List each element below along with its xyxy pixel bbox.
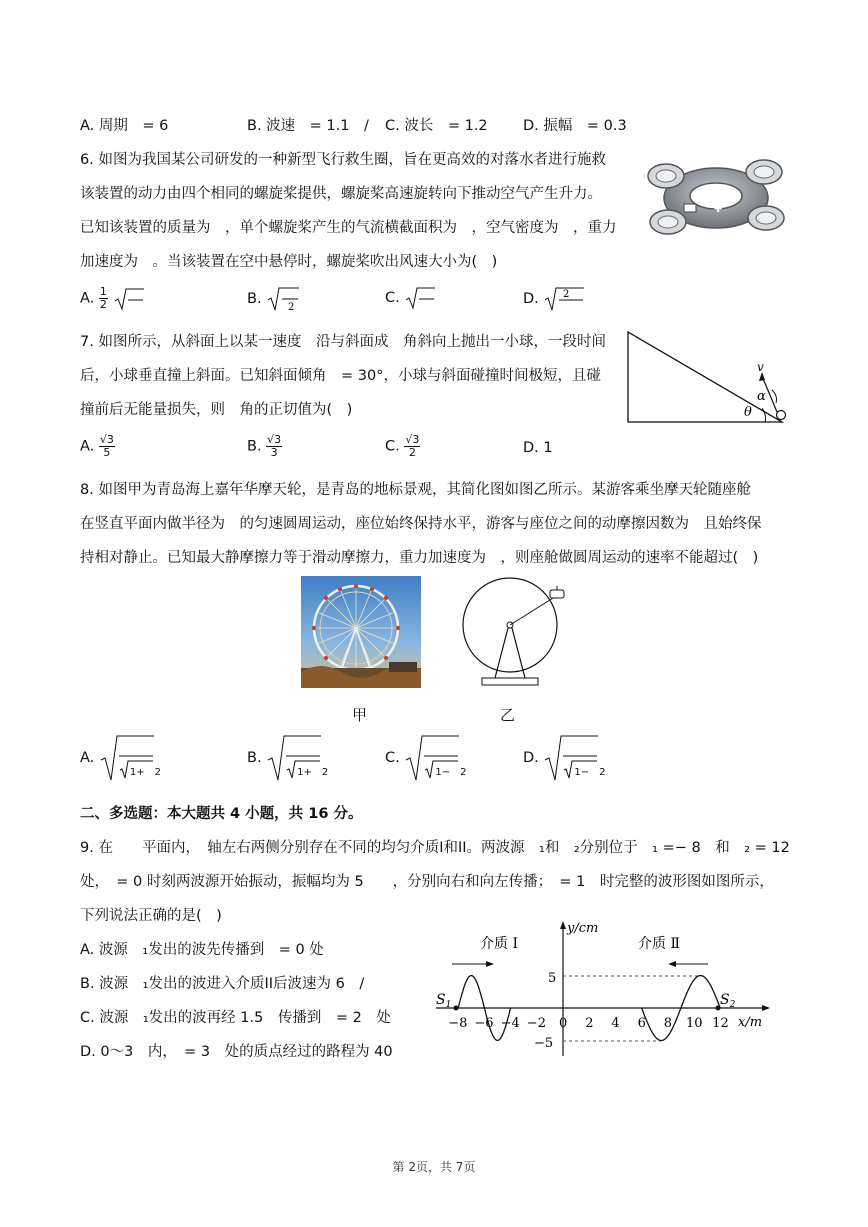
q6-text-line4: 加速度为 。当该装置在空中悬停时，螺旋桨吹出风速大小为( ) — [80, 254, 498, 270]
q6-option-c: C. — [385, 286, 436, 310]
q8-option-d: D. 1− 2 — [523, 734, 599, 782]
x-tick-label: −8 — [448, 1016, 468, 1031]
svg-text:2: 2 — [563, 289, 570, 300]
wave-graph — [428, 916, 778, 1060]
q9-option-c: C. 波源 ₁发出的波再经 1.5 传播到 = 2 处 — [80, 1010, 391, 1026]
x-tick-label: 2 — [585, 1016, 594, 1031]
alpha-label: α — [757, 389, 766, 404]
ferris-wheel-diagram — [455, 576, 570, 688]
q6-option-a: A. $\frac{1}{2}$ — [80, 286, 145, 311]
velocity-label: v — [757, 360, 764, 374]
x-tick-label: 10 — [686, 1016, 703, 1031]
q6-text-line3: 已知该装置的质量为 ，单个螺旋桨产生的气流横截面积为 ，空气密度为 ，重力 — [80, 220, 617, 236]
q5-option-d: D. 振幅 = 0.3 — [523, 118, 627, 134]
q7-option-c: C. $\frac{√3}{2}$ — [385, 433, 420, 459]
q6-text-line1: 6. 如图为我国某公司研发的一种新型飞行救生圈，旨在更高效的对落水者进行施救 — [80, 152, 606, 168]
q7-option-b: B. $\frac{√3}{3}$ — [247, 433, 282, 459]
q6-text-line2: 该装置的动力由四个相同的螺旋桨提供，螺旋桨高速旋转向下推动空气产生升力。 — [80, 186, 602, 202]
y-axis-label: y/cm — [567, 921, 599, 936]
x-tick-label: 0 — [559, 1016, 568, 1031]
q8-text-line1: 8. 如图甲为青岛海上嘉年华摩天轮，是青岛的地标景观，其简化图如图乙所示。某游客乘坐摩天轮随座舱 — [80, 482, 751, 498]
q6-option-b: B. 2 — [247, 286, 300, 312]
q7-option-a: A. $\frac{√3}{5}$ — [80, 433, 114, 459]
svg-text:2: 2 — [288, 302, 295, 312]
q9-text-line3: 下列说法正确的是( ) — [80, 908, 222, 924]
q5-option-b: B. 波速 = 1.1 / — [247, 118, 369, 134]
sqrt-sign — [113, 287, 145, 311]
q8-text-line3: 持相对静止。已知最大静摩擦力等于滑动摩擦力，重力加速度为 ，则座舱做圆周运动的速率不能超过( ) — [80, 550, 759, 566]
q9-text-line1: 9. 在 平面内， 轴左右两侧分别存在不同的均匀介质I和II。两波源 ₁和 ₂分别位于 ₁ =− 8 和 ₂ = 12 — [80, 840, 790, 856]
medium-1-label: 介质 I — [480, 936, 518, 952]
page-footer: 第 2页，共 7页 — [392, 1160, 476, 1174]
q9-option-d: D. 0～3 内， = 3 处的质点经过的路程为 40 — [80, 1044, 393, 1060]
x-tick-label: −4 — [500, 1016, 520, 1031]
section-heading: 二、多选题：本大题共 4 小题，共 16 分。 — [80, 806, 363, 822]
q5-option-c: C. 波长 = 1.2 — [385, 118, 488, 134]
q8-option-c: C. 1− 2 — [385, 734, 460, 782]
q9-option-b: B. 波源 ₁发出的波进入介质II后波速为 6 / — [80, 976, 365, 992]
y-tick-neg: −5 — [534, 1036, 554, 1051]
q8-option-b: B. 1+ 2 — [247, 734, 322, 782]
figure-caption-yi: 乙 — [500, 706, 516, 724]
x-tick-label: −6 — [474, 1016, 494, 1031]
x-tick-label: 4 — [611, 1016, 620, 1031]
source-s1-label: $S_1$ — [436, 992, 452, 1010]
ferris-wheel-photo — [301, 576, 421, 688]
x-tick-label: −2 — [526, 1016, 546, 1031]
q7-text-line1: 7. 如图所示，从斜面上以某一速度 沿与斜面成 角斜向上抛出一小球，一段时间 — [80, 334, 606, 350]
y-tick-pos: 5 — [548, 971, 557, 986]
q9-text-line2: 处， = 0 时刻两波源开始振动，振幅均为 5 ，分别向右和向左传播； = 1 时完整的波形图如图所示， — [80, 874, 774, 890]
q6-option-d: D. 2 — [523, 286, 585, 312]
source-s1-dot — [454, 1006, 459, 1011]
q7-text-line2: 后，小球垂直撞上斜面。已知斜面倾角 = 30°，小球与斜面碰撞时间极短，且碰 — [80, 368, 601, 384]
q9-option-a: A. 波源 ₁发出的波先传播到 = 0 处 — [80, 942, 324, 958]
theta-label: θ — [744, 405, 752, 420]
q8-option-a: A. 1+ 2 — [80, 734, 155, 782]
q8-text-line2: 在竖直平面内做半径为 的匀速圆周运动，座位始终保持水平，游客与座位之间的动摩擦因数为 且始终保 — [80, 516, 762, 532]
source-s2-label: $S_2$ — [720, 992, 736, 1010]
x-tick-label: 12 — [712, 1016, 729, 1031]
sqrt-sign — [266, 286, 300, 312]
q7-option-d: D. 1 — [523, 440, 553, 456]
x-tick-label: 8 — [663, 1016, 673, 1031]
medium-2-label: 介质 Ⅱ — [638, 936, 680, 952]
sqrt-sign — [543, 286, 585, 312]
lifebuoy-figure — [644, 146, 788, 244]
sqrt-sign — [404, 286, 436, 310]
incline-figure — [622, 328, 788, 426]
figure-caption-jia: 甲 — [352, 706, 368, 724]
q7-text-line3: 撞前后无能量损失，则 角的正切值为( ) — [80, 402, 353, 418]
x-tick-label: 6 — [637, 1016, 646, 1031]
x-axis-label: x/m — [738, 1015, 763, 1030]
svg-text:✚: ✚ — [714, 204, 723, 215]
q5-option-a: A. 周期 = 6 — [80, 118, 169, 134]
